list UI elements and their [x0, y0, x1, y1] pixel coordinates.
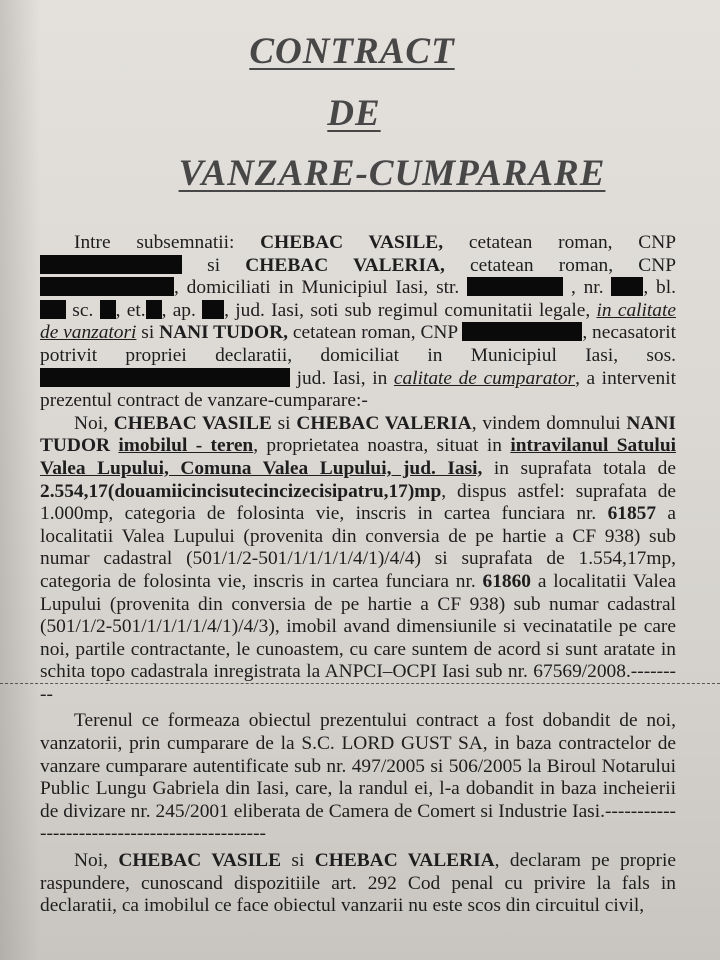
- text: , et.: [115, 299, 146, 321]
- seller-name: CHEBAC VALERIA: [296, 412, 472, 434]
- text: Terenul ce formeaza obiectul prezentului contract a fost dobandit de noi, vanzatorii, prin cumparare de la S.C. LORD GUST SA, in baza contractelor de vanzare cumparare autentificate sub nr. 497/2005 si 506/2005 la Biroul Notarului Public Lungu Gabriela din Iasi, care, la randul ei, l-a dobandit in baza incheierii de divizare nr. 245/2001 eliberata de Camera de Comert si Industrie Iasi.----------------------------------------------: [40, 710, 676, 845]
- text: , necasatorit potrivit propriei declaratii, domiciliat in Municipiul Iasi, sos.: [40, 322, 676, 366]
- text: cetatean roman, CNP: [288, 322, 463, 344]
- paragraph-declaration: [40, 850, 676, 918]
- seller-name: CHEBAC VASILE,: [260, 232, 444, 253]
- property-object: imobilul - teren: [118, 435, 254, 457]
- text: si: [136, 322, 160, 344]
- seller-name: CHEBAC VALERIA: [314, 850, 495, 872]
- seller-name: CHEBAC VALERIA,: [245, 254, 445, 276]
- paragraph-parties: [40, 232, 676, 413]
- text: , jud. Iasi, soti sub regimul comunitatii legale,: [224, 299, 597, 321]
- text: , bl.: [643, 277, 676, 299]
- seller-name: CHEBAC VASILE: [113, 412, 272, 434]
- title-line-1: CONTRACT: [249, 31, 455, 72]
- redaction-block: [611, 277, 643, 296]
- redaction-block: [462, 322, 582, 341]
- redaction-block: [40, 300, 66, 319]
- redaction-block: [146, 300, 162, 319]
- role-buyer: calitate de cumparator: [393, 367, 576, 389]
- text: , ap.: [161, 299, 203, 321]
- property-location: intravilanul Satului Valea Lupului, Comuna Valea Lupului, jud. Iasi,: [40, 435, 676, 479]
- text: si: [281, 850, 315, 872]
- paragraph-provenance: [40, 710, 676, 846]
- role-sellers: in calitate de vanzatori: [40, 299, 676, 344]
- contract-body: [40, 232, 676, 918]
- redaction-block: [202, 300, 224, 319]
- page-shadow: [0, 0, 40, 960]
- redaction-block: [100, 300, 116, 319]
- text: in suprafata totala de: [482, 457, 676, 479]
- text: Noi,: [74, 412, 114, 434]
- text: , proprietatea noastra, situat in: [253, 435, 511, 457]
- dashed-divider: [0, 683, 720, 684]
- text: , vindem domnului: [471, 412, 627, 434]
- text: a localitatii Valea Lupului (provenita din conversia de pe hartie a CF 938) sub numar cadastral (501/1/2-501/1/1/1/1/4/1)/4/3), imobil avand dimensiunile si vecinatatile pe care noi, partile contractante, le cunoastem, cu care suntem de acord si sunt aratate in schita topo cadastrala inregistrata la ANPCI–OCPI Iasi sub nr. 67569/2008.---------: [40, 570, 676, 705]
- text: cetatean roman, CNP: [443, 232, 676, 253]
- buyer-name: NANI TUDOR: [40, 412, 676, 457]
- redaction-block: [40, 368, 290, 387]
- buyer-name: NANI TUDOR,: [159, 322, 288, 344]
- text: , declaram pe proprie raspundere, cunoscand dispozitiile art. 292 Cod penal cu privire la fals in declaratii, ca imobilul ce face obiectul vanzarii nu este scos din circuitul civil,: [40, 850, 676, 917]
- title-line-3: VANZARE-CUMPARARE: [178, 153, 606, 194]
- land-book-number: 61857: [607, 503, 657, 525]
- text: si: [271, 412, 297, 434]
- title-line-2: DE: [327, 93, 381, 134]
- total-area: 2.554,17(douamiicincisutecincizecisipatru,17)mp: [40, 480, 442, 502]
- seller-name: CHEBAC VASILE: [118, 850, 282, 872]
- redaction-block: [467, 277, 563, 296]
- paragraph-sale: [40, 413, 676, 707]
- text: Noi,: [74, 850, 119, 872]
- text: , dispus astfel: suprafata de 1.000mp, categoria de folosinta vie, inscris in cartea funciara nr.: [40, 480, 676, 525]
- text: cetatean roman, CNP: [444, 254, 676, 276]
- land-book-number: 61860: [482, 570, 531, 592]
- text: jud. Iasi, in: [290, 367, 394, 389]
- text: Intre subsemnatii:: [74, 232, 261, 253]
- text: , domiciliati in Municipiul Iasi, str.: [174, 277, 468, 299]
- redaction-block: [40, 277, 174, 296]
- text: a localitatii Valea Lupului (provenita din conversia de pe hartie a CF 938) sub numar cadastral (501/1/2-501/1/1/1/1/4/1)/4/4) si suprafata de 1.554,17mp, categoria de folosinta vie, inscris in cartea funciara nr.: [40, 503, 676, 592]
- text: si: [182, 254, 246, 276]
- text: , a intervenit prezentul contract de vanzare-cumparare:-: [40, 367, 676, 412]
- text: , nr.: [563, 277, 612, 299]
- redaction-block: [40, 255, 182, 274]
- text: sc.: [66, 299, 100, 321]
